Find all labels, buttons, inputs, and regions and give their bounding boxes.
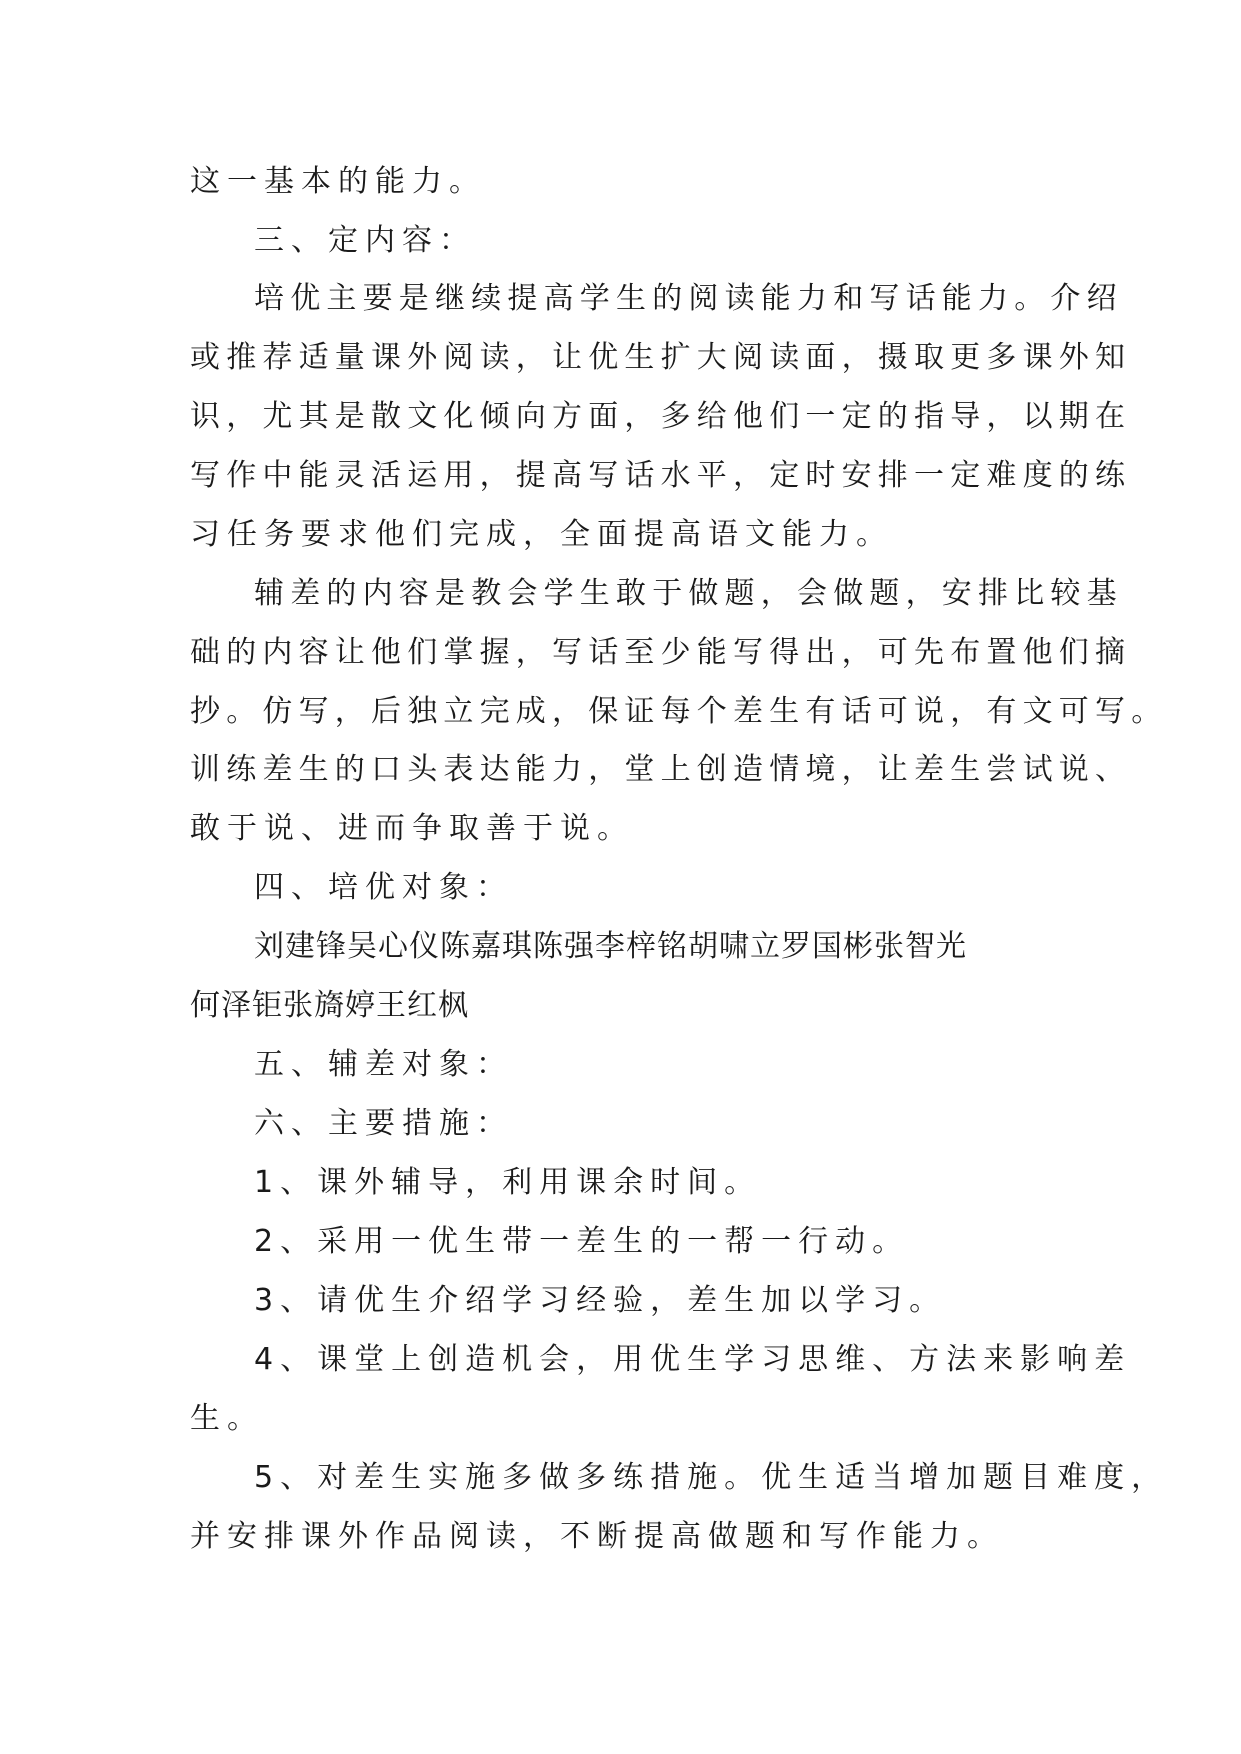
measure-item-5: 5、对差生实施多做多练措施。优生适当增加题目难度， bbox=[254, 1460, 1169, 1495]
section-heading-content: 三、定内容： bbox=[254, 223, 476, 258]
paragraph-line: 写作中能灵活运用，提高写话水平，定时安排一定难度的练 bbox=[190, 458, 1132, 493]
measure-item-2: 2、采用一优生带一差生的一帮一行动。 bbox=[254, 1224, 910, 1259]
paragraph-line: 辅差的内容是教会学生敢于做题，会做题，安排比较基 bbox=[254, 576, 1123, 611]
paragraph-line: 识，尤其是散文化倾向方面，多给他们一定的指导，以期在 bbox=[190, 399, 1132, 434]
measure-item-3: 3、请优生介绍学习经验，差生加以学习。 bbox=[254, 1283, 947, 1318]
student-names-line: 刘建锋吴心仪陈嘉琪陈强李梓铭胡啸立罗国彬张智光 bbox=[254, 929, 967, 964]
measure-item-4-continued: 生。 bbox=[190, 1401, 264, 1436]
paragraph-line: 抄。仿写，后独立完成，保证每个差生有话可说，有文可写。 bbox=[190, 694, 1168, 729]
measure-item-5-continued: 并安排课外作品阅读，不断提高做题和写作能力。 bbox=[190, 1519, 1004, 1554]
text-line-capability: 这一基本的能力。 bbox=[190, 164, 486, 199]
paragraph-line: 训练差生的口头表达能力，堂上创造情境，让差生尝试说、 bbox=[190, 752, 1132, 787]
measure-item-1: 1、课外辅导，利用课余时间。 bbox=[254, 1165, 762, 1200]
section-heading-excellent-students: 四、培优对象： bbox=[254, 870, 513, 905]
measure-item-4: 4、课堂上创造机会，用优生学习思维、方法来影响差 bbox=[254, 1342, 1132, 1377]
section-heading-weak-students: 五、辅差对象： bbox=[254, 1047, 513, 1082]
paragraph-line: 习任务要求他们完成，全面提高语文能力。 bbox=[190, 517, 893, 552]
section-heading-measures: 六、主要措施： bbox=[254, 1106, 513, 1141]
paragraph-line: 础的内容让他们掌握，写话至少能写得出，可先布置他们摘 bbox=[190, 635, 1132, 670]
paragraph-line: 培优主要是继续提高学生的阅读能力和写话能力。介绍 bbox=[254, 281, 1123, 316]
paragraph-line: 敢于说、进而争取善于说。 bbox=[190, 811, 634, 846]
student-names-line: 何泽钜张旖婷王红枫 bbox=[190, 988, 469, 1023]
paragraph-line: 或推荐适量课外阅读，让优生扩大阅读面，摄取更多课外知 bbox=[190, 340, 1132, 375]
